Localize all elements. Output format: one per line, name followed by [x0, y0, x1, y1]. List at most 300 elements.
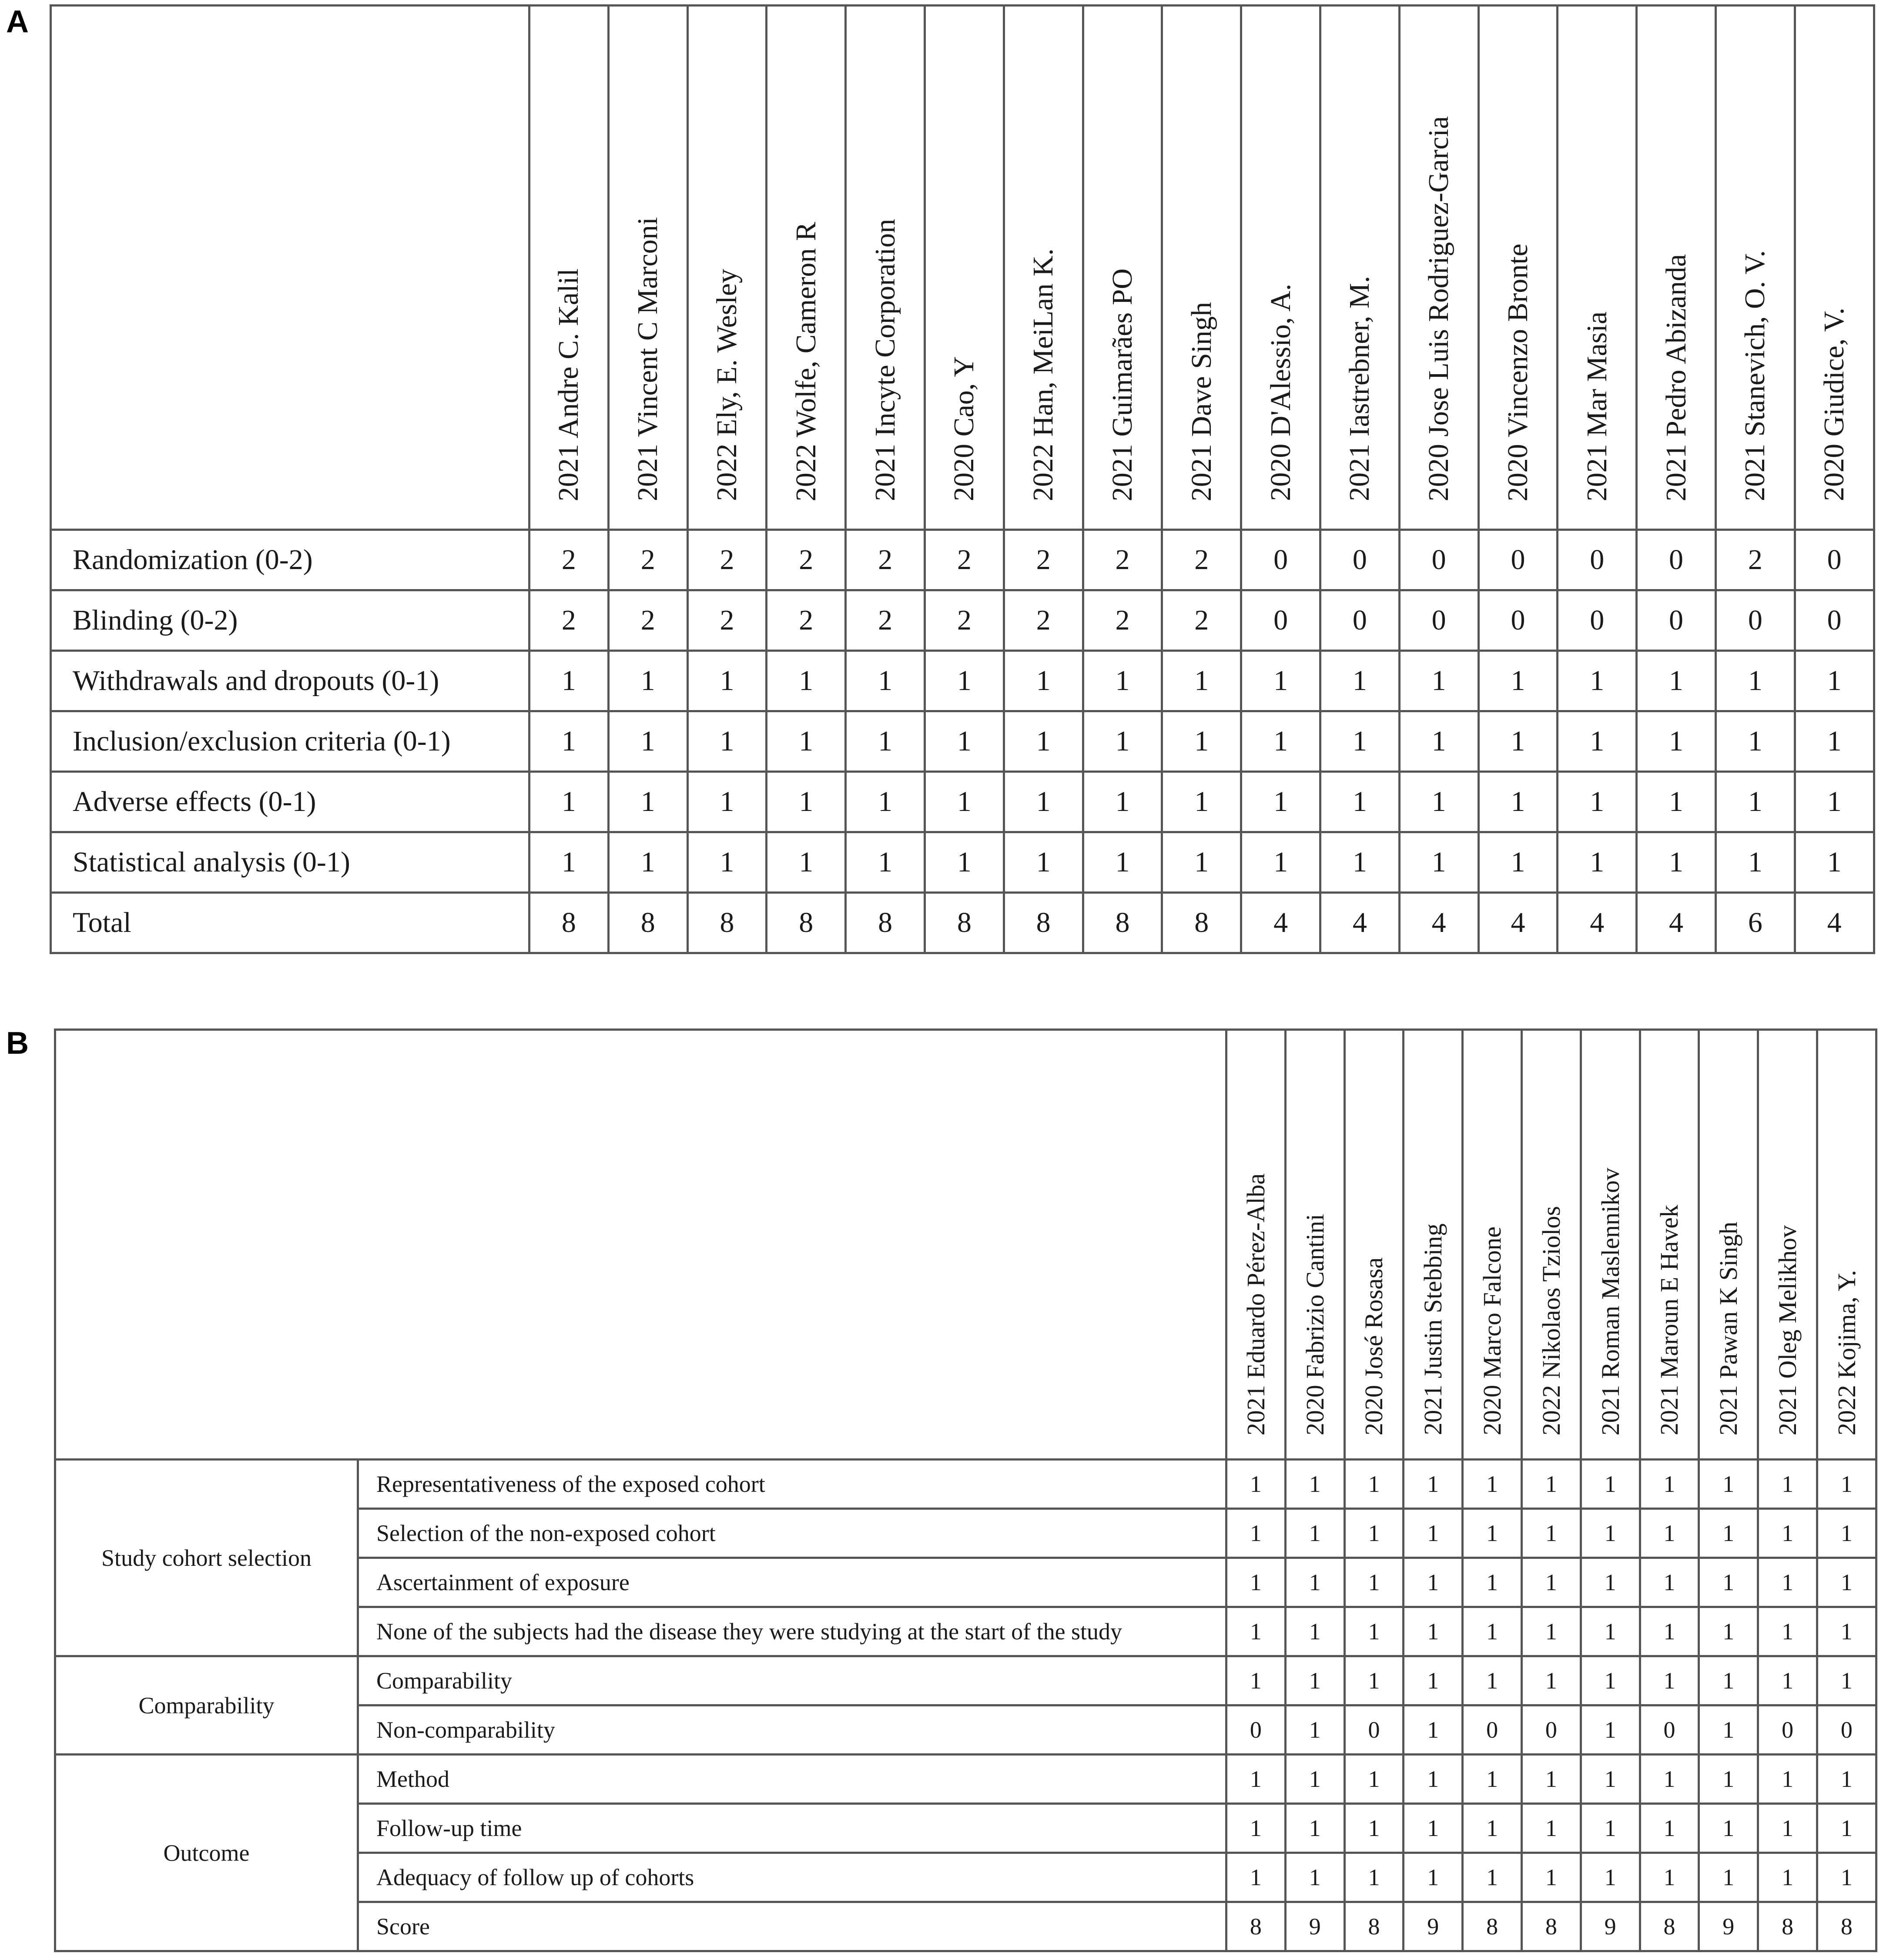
study-header — [1344, 1030, 1404, 1460]
score-cell: 0 — [1399, 530, 1478, 590]
score-cell: 1 — [1344, 1509, 1404, 1558]
score-cell: 1 — [1285, 1509, 1344, 1558]
score-cell: 1 — [1581, 1558, 1640, 1607]
score-cell: 0 — [1715, 590, 1795, 651]
criterion-label: Total — [51, 893, 529, 953]
score-cell: 1 — [1795, 772, 1874, 832]
score-cell: 1 — [1162, 651, 1241, 711]
score-cell: 1 — [1004, 772, 1083, 832]
table-row — [55, 1656, 1876, 1705]
study-header — [1478, 6, 1558, 530]
study-header — [1285, 1030, 1344, 1460]
header-row — [51, 6, 1874, 530]
score-cell: 1 — [925, 772, 1004, 832]
study-header — [1795, 6, 1874, 530]
score-cell: 1 — [1637, 651, 1716, 711]
score-cell: 1 — [1715, 711, 1795, 772]
score-cell: 1 — [1715, 651, 1795, 711]
score-cell: 1 — [608, 772, 687, 832]
score-cell: 0 — [1558, 590, 1637, 651]
score-cell: 1 — [1285, 1607, 1344, 1656]
table-row — [51, 530, 1874, 590]
score-cell: 1 — [1399, 711, 1478, 772]
item-label: Method — [358, 1755, 1226, 1804]
study-header — [1640, 1030, 1699, 1460]
score-cell: 1 — [1463, 1853, 1522, 1902]
item-label: Non-comparability — [358, 1705, 1226, 1755]
score-cell: 8 — [1162, 893, 1241, 953]
score-cell: 1 — [1699, 1656, 1758, 1705]
score-cell: 4 — [1478, 893, 1558, 953]
score-cell: 1 — [1521, 1460, 1581, 1509]
study-name: 2021 Incyte Corporation — [869, 219, 901, 501]
score-cell: 1 — [1581, 1755, 1640, 1804]
score-cell: 2 — [1083, 590, 1162, 651]
score-cell: 0 — [1637, 530, 1716, 590]
score-cell: 1 — [1320, 832, 1399, 893]
score-cell: 1 — [1083, 832, 1162, 893]
score-cell: 2 — [529, 590, 609, 651]
score-cell: 1 — [1581, 1705, 1640, 1755]
study-name: 2020 Vincenzo Bronte — [1501, 243, 1534, 501]
item-label: None of the subjects had the disease they were studying at the start of the study — [358, 1607, 1226, 1656]
score-cell: 9 — [1404, 1902, 1463, 1951]
study-name: 2020 Fabrizio Cantini — [1300, 1213, 1329, 1435]
study-header — [767, 6, 846, 530]
score-cell: 8 — [1344, 1902, 1404, 1951]
score-cell: 1 — [529, 711, 609, 772]
category-label: Study cohort selection — [55, 1460, 358, 1656]
table-row — [51, 832, 1874, 893]
study-name: 2020 Jose Luis Rodriguez-Garcia — [1423, 116, 1455, 501]
study-header — [1581, 1030, 1640, 1460]
study-header — [1463, 1030, 1522, 1460]
score-cell: 8 — [1521, 1902, 1581, 1951]
score-cell: 1 — [1399, 772, 1478, 832]
score-cell: 1 — [1285, 1656, 1344, 1705]
score-cell: 1 — [1004, 832, 1083, 893]
score-cell: 2 — [1715, 530, 1795, 590]
score-cell: 8 — [846, 893, 925, 953]
score-cell: 1 — [1521, 1607, 1581, 1656]
score-cell: 1 — [925, 832, 1004, 893]
score-cell: 1 — [1758, 1656, 1817, 1705]
score-cell: 0 — [1521, 1705, 1581, 1755]
score-cell: 1 — [1699, 1853, 1758, 1902]
score-cell: 1 — [1581, 1656, 1640, 1705]
study-name: 2021 Roman Maslennikov — [1596, 1167, 1625, 1435]
panel-a-label: A — [6, 4, 29, 39]
score-cell: 2 — [1004, 590, 1083, 651]
score-cell: 8 — [767, 893, 846, 953]
newcastle-ottawa-table — [54, 1029, 1877, 1952]
criterion-label: Inclusion/exclusion criteria (0-1) — [51, 711, 529, 772]
score-cell: 1 — [1404, 1509, 1463, 1558]
score-cell: 1 — [925, 711, 1004, 772]
score-cell: 1 — [1344, 1755, 1404, 1804]
score-cell: 1 — [1478, 832, 1558, 893]
score-cell: 0 — [1478, 590, 1558, 651]
study-name: 2021 Andre C. Kalil — [553, 268, 585, 501]
score-cell: 1 — [1162, 832, 1241, 893]
score-cell: 1 — [767, 832, 846, 893]
score-cell: 1 — [1640, 1509, 1699, 1558]
score-cell: 1 — [1581, 1509, 1640, 1558]
score-cell: 1 — [1285, 1705, 1344, 1755]
study-header — [1521, 1030, 1581, 1460]
score-cell: 1 — [846, 711, 925, 772]
study-header — [1699, 1030, 1758, 1460]
score-cell: 4 — [1241, 893, 1320, 953]
score-cell: 1 — [1758, 1558, 1817, 1607]
item-label: Adequacy of follow up of cohorts — [358, 1853, 1226, 1902]
score-cell: 1 — [1640, 1804, 1699, 1853]
study-name: 2021 Mar Masia — [1581, 311, 1613, 501]
score-cell: 1 — [1404, 1460, 1463, 1509]
score-cell: 1 — [1404, 1804, 1463, 1853]
score-cell: 1 — [1817, 1804, 1876, 1853]
study-name: 2021 Stanevich, O. V. — [1739, 250, 1771, 501]
score-cell: 1 — [1226, 1656, 1286, 1705]
criterion-label: Statistical analysis (0-1) — [51, 832, 529, 893]
score-cell: 1 — [1521, 1755, 1581, 1804]
score-cell: 1 — [1521, 1509, 1581, 1558]
score-cell: 1 — [1640, 1607, 1699, 1656]
study-header — [846, 6, 925, 530]
score-cell: 8 — [1640, 1902, 1699, 1951]
table-row — [55, 1755, 1876, 1804]
score-cell: 1 — [1226, 1607, 1286, 1656]
score-cell: 0 — [1399, 590, 1478, 651]
score-cell: 8 — [608, 893, 687, 953]
item-label: Ascertainment of exposure — [358, 1558, 1226, 1607]
score-cell: 1 — [1699, 1509, 1758, 1558]
score-cell: 1 — [1640, 1460, 1699, 1509]
score-cell: 1 — [1817, 1509, 1876, 1558]
score-cell: 1 — [608, 832, 687, 893]
score-cell: 1 — [1241, 651, 1320, 711]
score-cell: 1 — [1226, 1755, 1286, 1804]
score-cell: 1 — [1285, 1853, 1344, 1902]
score-cell: 4 — [1637, 893, 1716, 953]
score-cell: 2 — [1004, 530, 1083, 590]
score-cell: 1 — [1463, 1755, 1522, 1804]
study-name: 2020 Giudice, V. — [1818, 308, 1850, 501]
score-cell: 0 — [1320, 590, 1399, 651]
score-cell: 1 — [1795, 711, 1874, 772]
score-cell: 1 — [846, 772, 925, 832]
score-cell: 9 — [1699, 1902, 1758, 1951]
table-row — [51, 772, 1874, 832]
score-cell: 1 — [1699, 1460, 1758, 1509]
score-cell: 1 — [1399, 651, 1478, 711]
score-cell: 1 — [1463, 1509, 1522, 1558]
score-cell: 0 — [1344, 1705, 1404, 1755]
score-cell: 0 — [1795, 530, 1874, 590]
score-cell: 1 — [1285, 1460, 1344, 1509]
score-cell: 1 — [1715, 832, 1795, 893]
score-cell: 1 — [1404, 1558, 1463, 1607]
study-name: 2022 Han, MeiLan K. — [1027, 248, 1059, 501]
score-cell: 1 — [1795, 832, 1874, 893]
score-cell: 1 — [1285, 1558, 1344, 1607]
score-cell: 1 — [767, 711, 846, 772]
study-header — [529, 6, 609, 530]
score-cell: 1 — [1699, 1558, 1758, 1607]
table-row — [51, 893, 1874, 953]
table-row — [55, 1460, 1876, 1509]
score-cell: 1 — [1463, 1558, 1522, 1607]
score-cell: 1 — [1817, 1853, 1876, 1902]
score-cell: 1 — [1758, 1460, 1817, 1509]
item-label: Comparability — [358, 1656, 1226, 1705]
score-cell: 1 — [1226, 1509, 1286, 1558]
score-cell: 0 — [1320, 530, 1399, 590]
score-cell: 1 — [1320, 651, 1399, 711]
score-cell: 1 — [1463, 1460, 1522, 1509]
study-name: 2021 Maroun E Havek — [1655, 1205, 1684, 1435]
score-cell: 8 — [1226, 1902, 1286, 1951]
study-header — [1083, 6, 1162, 530]
score-cell: 1 — [1817, 1558, 1876, 1607]
score-cell: 1 — [1344, 1607, 1404, 1656]
score-cell: 1 — [1226, 1460, 1286, 1509]
score-cell: 1 — [1344, 1558, 1404, 1607]
score-cell: 2 — [608, 530, 687, 590]
score-cell: 0 — [1463, 1705, 1522, 1755]
score-cell: 1 — [1521, 1804, 1581, 1853]
score-cell: 4 — [1320, 893, 1399, 953]
score-cell: 2 — [767, 590, 846, 651]
study-header — [1399, 6, 1478, 530]
category-label: Outcome — [55, 1755, 358, 1951]
score-cell: 8 — [687, 893, 767, 953]
score-cell: 1 — [1344, 1853, 1404, 1902]
score-cell: 1 — [687, 651, 767, 711]
score-cell: 1 — [529, 772, 609, 832]
score-cell: 1 — [1399, 832, 1478, 893]
study-header — [1004, 6, 1083, 530]
study-name: 2022 Ely, E. Wesley — [710, 269, 743, 501]
study-name: 2021 Pawan K Singh — [1714, 1221, 1743, 1435]
score-cell: 1 — [1715, 772, 1795, 832]
score-cell: 1 — [1241, 772, 1320, 832]
score-cell: 8 — [1758, 1902, 1817, 1951]
score-cell: 1 — [529, 832, 609, 893]
score-cell: 0 — [1558, 530, 1637, 590]
header-row — [55, 1030, 1876, 1460]
score-cell: 1 — [846, 832, 925, 893]
score-cell: 1 — [1404, 1705, 1463, 1755]
score-cell: 1 — [1521, 1853, 1581, 1902]
score-cell: 1 — [687, 832, 767, 893]
study-name: 2021 Pedro Abizanda — [1660, 254, 1692, 501]
score-cell: 2 — [767, 530, 846, 590]
score-cell: 1 — [1581, 1607, 1640, 1656]
study-name: 2022 Nikolaos Tziolos — [1537, 1206, 1565, 1435]
score-cell: 1 — [1285, 1804, 1344, 1853]
score-cell: 9 — [1285, 1902, 1344, 1951]
study-name: 2021 Justin Stebbing — [1419, 1223, 1447, 1435]
score-cell: 1 — [1699, 1705, 1758, 1755]
score-cell: 1 — [1758, 1509, 1817, 1558]
score-cell: 1 — [1758, 1755, 1817, 1804]
score-cell: 8 — [1817, 1902, 1876, 1951]
score-cell: 4 — [1558, 893, 1637, 953]
category-label: Comparability — [55, 1656, 358, 1755]
score-cell: 0 — [1241, 590, 1320, 651]
score-cell: 1 — [1241, 711, 1320, 772]
score-cell: 1 — [1344, 1656, 1404, 1705]
table-row — [51, 711, 1874, 772]
score-cell: 0 — [1817, 1705, 1876, 1755]
score-cell: 1 — [1699, 1755, 1758, 1804]
score-cell: 1 — [1478, 711, 1558, 772]
study-header — [925, 6, 1004, 530]
score-cell: 1 — [1004, 651, 1083, 711]
score-cell: 1 — [1344, 1460, 1404, 1509]
score-cell: 1 — [1795, 651, 1874, 711]
criterion-label: Adverse effects (0-1) — [51, 772, 529, 832]
score-cell: 1 — [1241, 832, 1320, 893]
score-cell: 2 — [925, 530, 1004, 590]
study-header — [1162, 6, 1241, 530]
score-cell: 1 — [1640, 1558, 1699, 1607]
study-name: 2021 Eduardo Pérez-Alba — [1241, 1173, 1270, 1435]
corner-cell — [51, 6, 529, 530]
score-cell: 1 — [1817, 1755, 1876, 1804]
score-cell: 2 — [529, 530, 609, 590]
criterion-label: Randomization (0-2) — [51, 530, 529, 590]
score-cell: 4 — [1795, 893, 1874, 953]
study-name: 2021 Guimarães PO — [1106, 268, 1138, 501]
score-cell: 1 — [1817, 1460, 1876, 1509]
score-cell: 1 — [1640, 1853, 1699, 1902]
score-cell: 0 — [1640, 1705, 1699, 1755]
score-cell: 2 — [1162, 530, 1241, 590]
score-cell: 0 — [1637, 590, 1716, 651]
score-cell: 1 — [1162, 772, 1241, 832]
score-cell: 0 — [1795, 590, 1874, 651]
score-cell: 1 — [1758, 1607, 1817, 1656]
score-cell: 1 — [1083, 772, 1162, 832]
score-cell: 1 — [1404, 1853, 1463, 1902]
study-name: 2021 Vincent C Marconi — [632, 217, 664, 501]
score-cell: 1 — [925, 651, 1004, 711]
score-cell: 6 — [1715, 893, 1795, 953]
study-name: 2021 Oleg Melikhov — [1773, 1225, 1802, 1435]
score-cell: 1 — [1004, 711, 1083, 772]
score-cell: 2 — [1162, 590, 1241, 651]
score-cell: 2 — [1083, 530, 1162, 590]
score-cell: 1 — [1320, 711, 1399, 772]
score-cell: 1 — [1558, 832, 1637, 893]
study-header — [1320, 6, 1399, 530]
score-cell: 1 — [1637, 832, 1716, 893]
score-cell: 1 — [687, 772, 767, 832]
item-label: Representativeness of the exposed cohort — [358, 1460, 1226, 1509]
score-cell: 1 — [1226, 1853, 1286, 1902]
score-cell: 8 — [925, 893, 1004, 953]
criterion-label: Withdrawals and dropouts (0-1) — [51, 651, 529, 711]
study-header — [1241, 6, 1320, 530]
score-cell: 1 — [1083, 651, 1162, 711]
score-cell: 4 — [1399, 893, 1478, 953]
study-name: 2020 D'Alessio, A. — [1264, 284, 1297, 501]
study-name: 2020 Marco Falcone — [1478, 1226, 1507, 1435]
score-cell: 1 — [767, 651, 846, 711]
score-cell: 1 — [1083, 711, 1162, 772]
score-cell: 1 — [1320, 772, 1399, 832]
study-header — [1558, 6, 1637, 530]
score-cell: 8 — [529, 893, 609, 953]
corner-cell — [55, 1030, 1226, 1460]
score-cell: 0 — [1758, 1705, 1817, 1755]
score-cell: 1 — [1226, 1558, 1286, 1607]
item-label: Selection of the non-exposed cohort — [358, 1509, 1226, 1558]
score-cell: 8 — [1083, 893, 1162, 953]
study-header — [1817, 1030, 1876, 1460]
score-cell: 2 — [846, 590, 925, 651]
score-cell: 1 — [1817, 1656, 1876, 1705]
score-cell: 1 — [1463, 1656, 1522, 1705]
score-cell: 1 — [1581, 1460, 1640, 1509]
score-cell: 9 — [1581, 1902, 1640, 1951]
score-cell: 1 — [1558, 772, 1637, 832]
study-header — [1226, 1030, 1286, 1460]
score-cell: 2 — [925, 590, 1004, 651]
table-row — [51, 651, 1874, 711]
score-cell: 2 — [687, 590, 767, 651]
table-row — [51, 590, 1874, 651]
score-cell: 1 — [1226, 1804, 1286, 1853]
criterion-label: Blinding (0-2) — [51, 590, 529, 651]
study-header — [1637, 6, 1716, 530]
study-header — [687, 6, 767, 530]
score-cell: 1 — [687, 711, 767, 772]
score-cell: 2 — [846, 530, 925, 590]
score-cell: 8 — [1004, 893, 1083, 953]
study-name: 2022 Wolfe, Cameron R — [790, 221, 822, 501]
score-cell: 1 — [1699, 1804, 1758, 1853]
score-cell: 8 — [1463, 1902, 1522, 1951]
score-cell: 1 — [608, 711, 687, 772]
score-cell: 1 — [1637, 711, 1716, 772]
study-header — [1715, 6, 1795, 530]
score-cell: 1 — [1817, 1607, 1876, 1656]
score-cell: 1 — [1478, 772, 1558, 832]
score-cell: 1 — [767, 772, 846, 832]
score-cell: 1 — [608, 651, 687, 711]
score-cell: 1 — [1521, 1656, 1581, 1705]
item-label: Score — [358, 1902, 1226, 1951]
score-cell: 2 — [687, 530, 767, 590]
score-cell: 1 — [1558, 651, 1637, 711]
score-cell: 1 — [1344, 1804, 1404, 1853]
study-name: 2022 Kojima, Y. — [1832, 1270, 1861, 1435]
score-cell: 1 — [1463, 1804, 1522, 1853]
score-cell: 1 — [1404, 1656, 1463, 1705]
score-cell: 1 — [1478, 651, 1558, 711]
study-header — [1404, 1030, 1463, 1460]
score-cell: 1 — [1558, 711, 1637, 772]
study-name: 2021 Dave Singh — [1185, 302, 1217, 501]
score-cell: 1 — [1758, 1804, 1817, 1853]
score-cell: 2 — [608, 590, 687, 651]
quality-assessment-table-rct — [50, 4, 1875, 954]
score-cell: 1 — [1404, 1607, 1463, 1656]
score-cell: 1 — [1699, 1607, 1758, 1656]
